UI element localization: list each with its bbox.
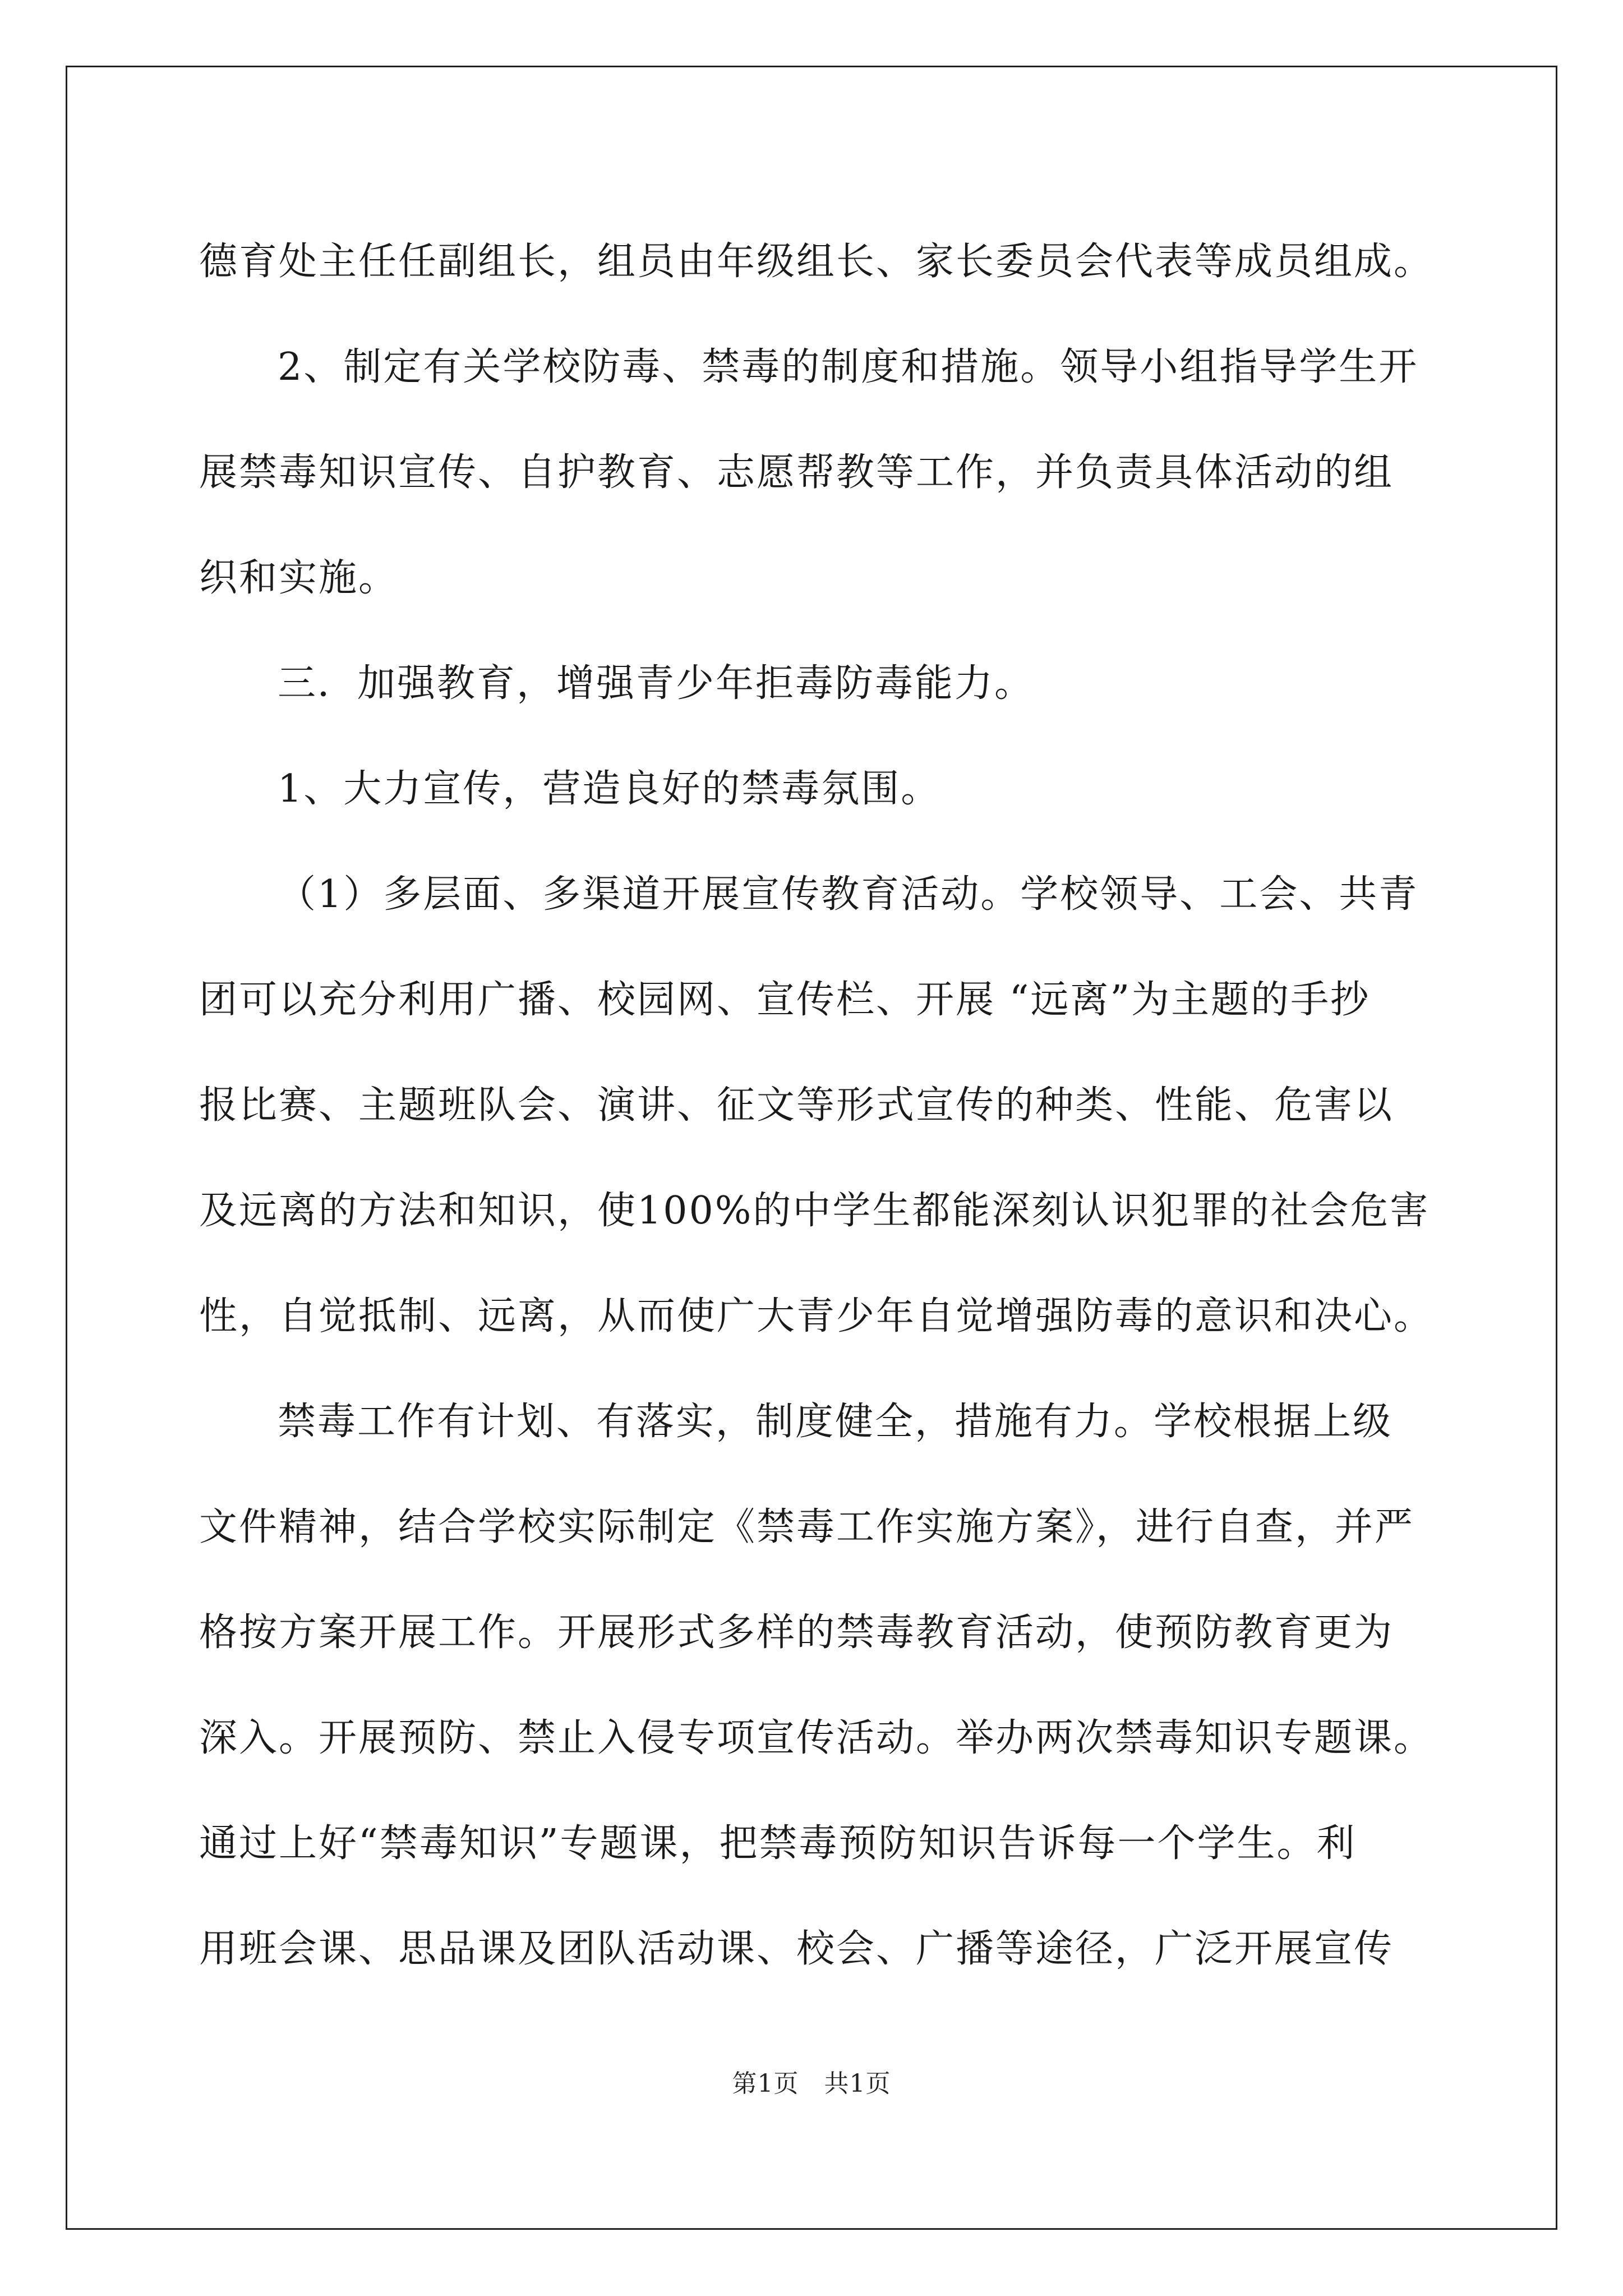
subsection-heading: 1、大力宣传，营造良好的禁毒氛围。 xyxy=(278,767,941,811)
text-line: 格按方案开展工作。开展形式多样的禁毒教育活动，使预防教育更为 xyxy=(199,1611,1394,1655)
text-line: （1）多层面、多渠道开展宣传教育活动。学校领导、工会、共青 xyxy=(278,872,1419,917)
text-line: 2、制定有关学校防毒、禁毒的制度和措施。领导小组指导学生开 xyxy=(278,345,1419,389)
text-line: 团可以充分利用广播、校园网、宣传栏、开展 “远离”为主题的手抄 xyxy=(199,978,1371,1022)
text-line: 通过上好“禁毒知识”专题课，把禁毒预防知识告诉每一个学生。利 xyxy=(199,1821,1357,1866)
text-line: 及远离的方法和知识，使100%的中学生都能深刻认识犯罪的社会危害 xyxy=(199,1189,1430,1233)
section-heading: 三．加强教育，增强青少年拒毒防毒能力。 xyxy=(278,661,1035,706)
text-line: 织和实施。 xyxy=(199,556,399,600)
text-line: 用班会课、思品课及团队活动课、校会、广播等途径，广泛开展宣传 xyxy=(199,1927,1394,1971)
page-number: 第1页 共1页 xyxy=(732,2069,891,2098)
text-line: 性，自觉抵制、远离，从而使广大青少年自觉增强防毒的意识和决心。 xyxy=(199,1294,1434,1338)
text-line: 展禁毒知识宣传、自护教育、志愿帮教等工作，并负责具体活动的组 xyxy=(199,450,1394,495)
document-body xyxy=(199,209,1433,2002)
text-line: 报比赛、主题班队会、演讲、征文等形式宣传的种类、性能、危害以 xyxy=(199,1083,1394,1128)
text-line: 德育处主任任副组长，组员由年级组长、家长委员会代表等成员组成。 xyxy=(199,240,1434,284)
text-line: 文件精神，结合学校实际制定《禁毒工作实施方案》，进行自查，并严 xyxy=(199,1505,1415,1549)
text-line: 禁毒工作有计划、有落实，制度健全，措施有力。学校根据上级 xyxy=(278,1400,1393,1444)
text-line: 深入。开展预防、禁止入侵专项宣传活动。举办两次禁毒知识专题课。 xyxy=(199,1716,1434,1760)
